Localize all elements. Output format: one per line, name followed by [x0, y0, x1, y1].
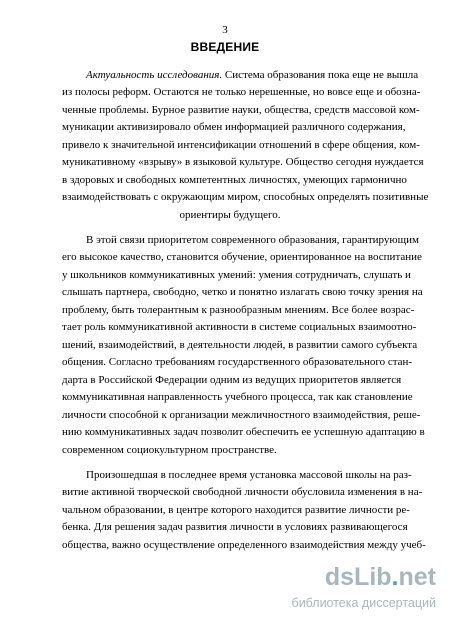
text-line: ориентиры будущего.	[179, 209, 281, 221]
text-line: чальном образовании, в центре которого находится развитие личности ре-	[62, 504, 410, 516]
watermark-subtitle: библиотека диссертаций	[291, 596, 436, 610]
watermark-logo	[325, 563, 436, 592]
text-line: муникативному «взрыву» в языковой культуре. Общество сегодня нуждается	[62, 156, 424, 168]
text-line: шений, взаимодействий, в деятельности людей, в развитии самого субъекта	[62, 339, 418, 351]
text-line: проблему, быть толерантным к разнообразным мнениям. Все более возрас-	[62, 304, 415, 316]
text-line: В этой связи приоритетом современного образования, гарантирующим	[86, 234, 419, 246]
text-line: дарта в Российской Федерации одним из ведущих приоритетов является	[62, 374, 402, 386]
text-line: взаимодействовать с окружающим миром, способных определять позитивные	[62, 191, 429, 203]
text-line: бенка. Для решения задач развития личности в условиях развивающегося	[62, 521, 408, 533]
text-line: ченные проблемы. Бурное развитие науки, общества, средств массовой ком-	[62, 104, 420, 116]
text-line: муникации активизировало обмен информацией различного содержания,	[62, 121, 406, 133]
text-line: общения. Согласно требованиям государственного образовательного стан-	[62, 356, 413, 368]
text-line: привело к значительной интенсификации отношений в сфере общения, ком-	[62, 139, 420, 151]
text-line: нию коммуникативных задач позволит обеспечить ее успешную адаптацию в	[62, 426, 425, 438]
text-line: личности способной к организации межличностного взаимодействия, реше-	[62, 409, 421, 421]
text-line: современном социокультурном пространстве.	[62, 444, 277, 456]
text-line: тает роль коммуникативной активности в системе социальных взаимоотно-	[62, 321, 417, 333]
logo-dot: .	[391, 563, 399, 591]
logo-text: dsLib	[324, 563, 392, 591]
text-line: из полосы реформ. Остаются не только нерешенные, но вовсе еще и обозна-	[62, 86, 421, 98]
text-line: коммуникативная направленность учебного процесса, так как становление	[62, 391, 413, 403]
text-line: общества, важно осуществление определенного взаимодействия между учеб-	[62, 539, 426, 551]
text-line: Произошедшая в последнее время установка массовой школы на раз-	[86, 469, 412, 481]
text-line: в здоровых и свободных компетентных личностях, умеющих гармонично	[62, 174, 407, 186]
page-number: 3	[222, 24, 228, 36]
dslib-watermark	[268, 563, 440, 619]
logo-tld: net	[398, 563, 436, 591]
text-line	[86, 69, 419, 82]
text-line: у школьников коммуникативных умений: умения сотрудничать, слушать и	[62, 269, 411, 281]
text-line: слышать партнера, свободно, четко и понятно излагать свою точку зрения на	[62, 286, 423, 298]
page-heading: ВВЕДЕНИЕ	[190, 40, 260, 54]
text-line: витие активной творческой свободной личности обусловила изменения в на-	[62, 486, 423, 498]
text-line: его высокое качество, становится обучение, ориентированное на воспитание	[62, 251, 422, 263]
lead-phrase: Актуальность исследования.	[86, 69, 223, 81]
text-span: Система образования пока еще не вышла	[222, 69, 419, 81]
